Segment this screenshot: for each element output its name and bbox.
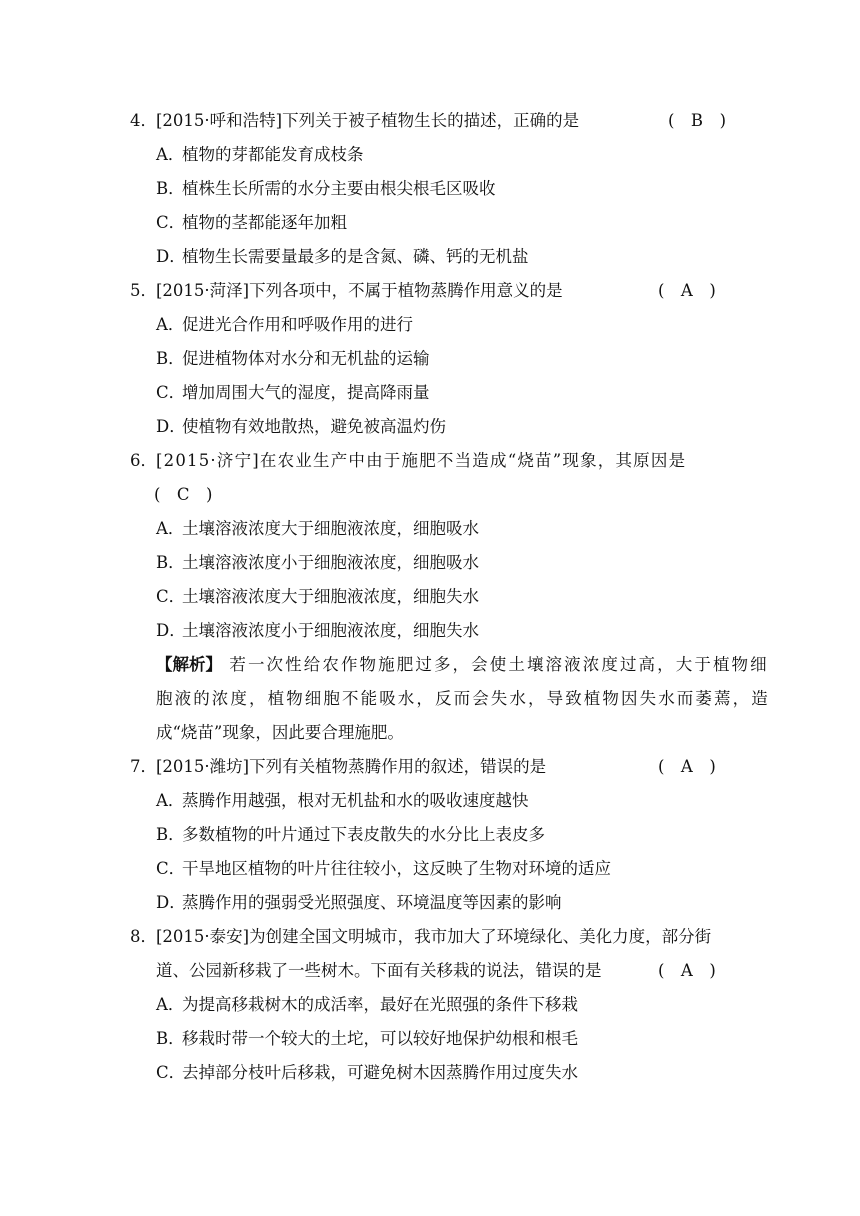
question-7 bbox=[0, 750, 860, 784]
option-label: D． bbox=[156, 621, 186, 640]
option-text: 土壤溶液浓度小于细胞液浓度，细胞吸水 bbox=[182, 553, 479, 572]
option-label: D． bbox=[156, 417, 186, 436]
option-a bbox=[0, 988, 860, 1022]
option-a bbox=[0, 784, 860, 818]
option-text: 干旱地区植物的叶片往往较小，这反映了生物对环境的适应 bbox=[182, 859, 611, 878]
option-a bbox=[0, 138, 860, 172]
option-label: B． bbox=[156, 553, 185, 572]
option-d bbox=[0, 614, 860, 648]
option-label: C． bbox=[156, 587, 186, 606]
option-text: 促进植物体对水分和无机盐的运输 bbox=[182, 349, 430, 368]
option-text: 增加周围大气的湿度，提高降雨量 bbox=[182, 383, 430, 402]
question-stem: [2015·菏泽]下列各项中，不属于植物蒸腾作用意义的是 bbox=[156, 281, 563, 300]
option-d bbox=[0, 886, 860, 920]
option-label: A． bbox=[156, 995, 185, 1014]
answer: ( A ) bbox=[658, 961, 716, 980]
option-label: B． bbox=[156, 1029, 185, 1048]
question-8 bbox=[0, 920, 860, 954]
option-text: 土壤溶液浓度大于细胞液浓度，细胞吸水 bbox=[182, 519, 479, 538]
option-label: C． bbox=[156, 213, 186, 232]
option-b bbox=[0, 1022, 860, 1056]
question-4 bbox=[0, 104, 860, 138]
option-text: 为提高移栽树木的成活率，最好在光照强的条件下移栽 bbox=[182, 995, 578, 1014]
question-stem: [2015·泰安]为创建全国文明城市，我市加大了环境绿化、美化力度，部分街 bbox=[156, 927, 712, 946]
question-6 bbox=[0, 444, 860, 478]
option-b bbox=[0, 546, 860, 580]
option-label: B． bbox=[156, 825, 185, 844]
option-text: 移栽时带一个较大的土坨，可以较好地保护幼根和根毛 bbox=[182, 1029, 578, 1048]
option-text: 蒸腾作用越强，根对无机盐和水的吸收速度越快 bbox=[182, 791, 529, 810]
answer: ( A ) bbox=[658, 757, 716, 776]
option-c bbox=[0, 580, 860, 614]
question-5 bbox=[0, 274, 860, 308]
question-number: 5． bbox=[130, 281, 157, 300]
explanation-line-2 bbox=[0, 682, 860, 716]
question-8-continued bbox=[0, 954, 860, 988]
answer: ( B ) bbox=[668, 111, 726, 130]
option-d bbox=[0, 240, 860, 274]
explanation-line-3 bbox=[0, 716, 860, 750]
option-label: D． bbox=[156, 893, 186, 912]
option-text: 多数植物的叶片通过下表皮散失的水分比上表皮多 bbox=[182, 825, 545, 844]
option-text: 植株生长所需的水分主要由根尖根毛区吸收 bbox=[182, 179, 496, 198]
option-a bbox=[0, 308, 860, 342]
option-b bbox=[0, 172, 860, 206]
option-text: 土壤溶液浓度小于细胞液浓度，细胞失水 bbox=[182, 621, 479, 640]
option-label: B． bbox=[156, 179, 185, 198]
option-label: C． bbox=[156, 1063, 186, 1082]
option-label: C． bbox=[156, 383, 186, 402]
explanation-text: 胞液的浓度，植物细胞不能吸水，反而会失水，导致植物因失水而萎蔫，造 bbox=[156, 689, 770, 708]
option-c bbox=[0, 206, 860, 240]
option-text: 土壤溶液浓度大于细胞液浓度，细胞失水 bbox=[182, 587, 479, 606]
question-stem: [2015·潍坊]下列有关植物蒸腾作用的叙述，错误的是 bbox=[156, 757, 547, 776]
question-number: 7． bbox=[130, 757, 157, 776]
explanation-line-1 bbox=[0, 648, 860, 682]
option-c bbox=[0, 852, 860, 886]
option-text: 去掉部分枝叶后移栽，可避免树木因蒸腾作用过度失水 bbox=[182, 1063, 578, 1082]
option-c bbox=[0, 376, 860, 410]
option-d bbox=[0, 410, 860, 444]
option-label: C． bbox=[156, 859, 186, 878]
answer: ( C ) bbox=[154, 485, 213, 504]
option-label: A． bbox=[156, 791, 185, 810]
explanation-text: 若一次性给农作物施肥过多，会使土壤溶液浓度过高，大于植物细 bbox=[229, 655, 769, 674]
option-text: 植物生长需要量最多的是含氮、磷、钙的无机盐 bbox=[182, 247, 529, 266]
option-text: 植物的芽都能发育成枝条 bbox=[182, 145, 364, 164]
option-text: 促进光合作用和呼吸作用的进行 bbox=[182, 315, 413, 334]
question-stem-continued: 道、公园新移栽了一些树木。下面有关移栽的说法，错误的是 bbox=[156, 961, 602, 980]
option-label: D． bbox=[156, 247, 186, 266]
option-b bbox=[0, 818, 860, 852]
question-stem: [2015·呼和浩特]下列关于被子植物生长的描述，正确的是 bbox=[156, 111, 580, 130]
explanation-text: 成“烧苗”现象，因此要合理施肥。 bbox=[156, 723, 404, 742]
option-label: A． bbox=[156, 145, 185, 164]
question-stem: [2015·济宁]在农业生产中由于施肥不当造成“烧苗”现象，其原因是 bbox=[156, 451, 687, 470]
option-label: B． bbox=[156, 349, 185, 368]
question-number: 4． bbox=[130, 111, 157, 130]
option-label: A． bbox=[156, 315, 185, 334]
question-6-answer-line bbox=[0, 478, 860, 512]
option-b bbox=[0, 342, 860, 376]
option-text: 蒸腾作用的强弱受光照强度、环境温度等因素的影响 bbox=[182, 893, 562, 912]
option-text: 使植物有效地散热，避免被高温灼伤 bbox=[182, 417, 446, 436]
option-label: A． bbox=[156, 519, 185, 538]
explanation-tag: 【解析】 bbox=[156, 655, 222, 674]
answer: ( A ) bbox=[658, 281, 716, 300]
question-number: 6． bbox=[130, 451, 157, 470]
question-number: 8． bbox=[130, 927, 157, 946]
option-c bbox=[0, 1056, 860, 1090]
option-a bbox=[0, 512, 860, 546]
option-text: 植物的茎都能逐年加粗 bbox=[182, 213, 347, 232]
